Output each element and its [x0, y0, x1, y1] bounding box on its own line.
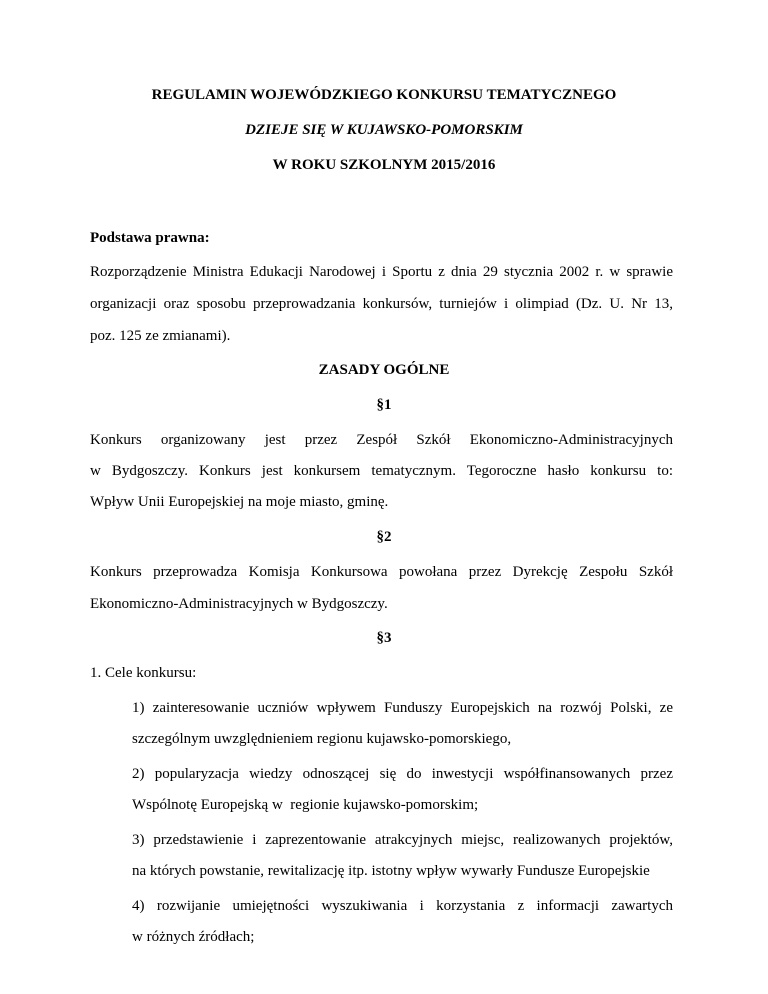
section-2-text-1: Konkurs przeprowadza Komisja Konkursowa powołana przez Dyrekcję Zespołu Szkół — [90, 564, 673, 580]
title-line-1: REGULAMIN WOJEWÓDZKIEGO KONKURSU TEMATYCZNEGO — [151, 87, 617, 103]
section-1-text-1: Konkurs organizowany jest przez Zespół Szkół Ekonomiczno-Administracyjnych — [90, 432, 673, 448]
section-1-symbol: §1 — [376, 397, 392, 413]
section-1-line-3: Wpływ Unii Europejskiej na moje miasto, gminę. — [90, 494, 389, 510]
section-1-line-1 — [90, 430, 673, 450]
section-2-symbol: §2 — [376, 529, 392, 545]
goal-item-3-text-1: 3) przedstawienie i zaprezentowanie atrakcyjnych miejsc, realizowanych projektów, — [132, 832, 673, 848]
goal-item-1-line-2: szczególnym uwzględnieniem regionu kujawsko-pomorskiego, — [132, 731, 512, 747]
section-2-line-1 — [90, 562, 673, 582]
goal-item-1-text-1: 1) zainteresowanie uczniów wpływem Funduszy Europejskich na rozwój Polski, ze — [132, 700, 673, 716]
legal-basis-heading: Podstawa prawna: — [90, 230, 210, 246]
goal-item-4-line-1 — [132, 896, 673, 916]
goal-item-2-line-2: Wspólnotę Europejską w regionie kujawsko-pomorskim; — [132, 797, 479, 813]
goal-item-2-text-1: 2) popularyzacja wiedzy odnoszącej się do inwestycji współfinansowanych przez — [132, 766, 673, 782]
general-rules-heading: ZASADY OGÓLNE — [318, 362, 450, 378]
goal-item-4-line-2: w różnych źródłach; — [132, 929, 255, 945]
section-3-symbol: §3 — [376, 630, 392, 646]
goal-item-4-text-1: 4) rozwijanie umiejętności wyszukiwania i korzystania z informacji zawartych — [132, 898, 673, 914]
goal-item-1-line-1 — [132, 698, 673, 718]
legal-basis-line-2 — [90, 294, 673, 314]
legal-basis-text-1: Rozporządzenie Ministra Edukacji Narodowej i Sportu z dnia 29 stycznia 2002 r. w sprawie — [90, 264, 673, 280]
title-line-2: DZIEJE SIĘ W KUJAWSKO-POMORSKIM — [245, 122, 523, 138]
section-1-line-2 — [90, 461, 673, 481]
goal-item-3-line-1 — [132, 830, 673, 850]
legal-basis-text-2: organizacji oraz sposobu przeprowadzania konkursów, turniejów i olimpiad (Dz. U. Nr 13, — [90, 296, 673, 312]
section-2-line-2: Ekonomiczno-Administracyjnych w Bydgoszczy. — [90, 596, 388, 612]
section-3-intro: 1. Cele konkursu: — [90, 665, 197, 681]
goal-item-3-line-2: na których powstanie, rewitalizację itp. istotny wpływ wywarły Fundusze Europejskie — [132, 863, 650, 879]
section-1-text-2: w Bydgoszczy. Konkurs jest konkursem tematycznym. Tegoroczne hasło konkursu to: — [90, 463, 673, 479]
legal-basis-line-3: poz. 125 ze zmianami). — [90, 328, 231, 344]
title-line-3: W ROKU SZKOLNYM 2015/2016 — [272, 157, 496, 173]
goal-item-2-line-1 — [132, 764, 673, 784]
legal-basis-line-1 — [90, 262, 673, 282]
